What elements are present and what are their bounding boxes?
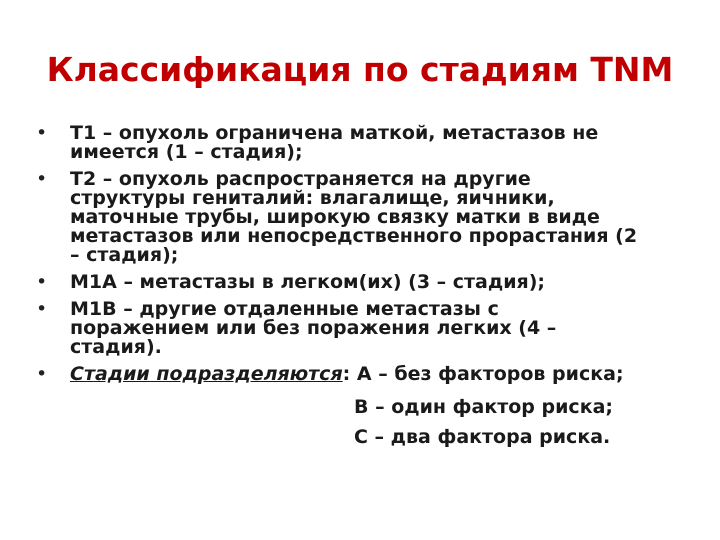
stage-options xyxy=(354,392,613,452)
list-item-line: поражением или без поражения легких (4 – xyxy=(70,317,557,339)
bullet-icon: • xyxy=(36,363,48,385)
list-item-line: T2 – опухоль распространяется на другие xyxy=(70,168,531,190)
slide-title: Классификация по стадиям TNM xyxy=(46,50,674,89)
bullet-icon: • xyxy=(36,168,48,190)
stages-line xyxy=(70,365,696,384)
stage-option-a: A – без факторов риска; xyxy=(350,363,624,385)
bullet-icon: • xyxy=(36,271,48,293)
list-item xyxy=(36,300,696,357)
list-item-line: имеется (1 – стадия); xyxy=(70,141,303,163)
list-item-line: маточные трубы, широкую связку матки в виде xyxy=(70,206,600,228)
list-item-line: T1 – опухоль ограничена маткой, метастазов не xyxy=(70,122,599,144)
bullet-icon: • xyxy=(36,298,48,320)
stages-colon: : xyxy=(342,363,351,385)
list-item-line: структуры гениталий: влагалище, яичники, xyxy=(70,187,555,209)
list-item xyxy=(36,170,696,265)
stage-option-b: B – один фактор риска; xyxy=(354,396,614,418)
list-item-line: M1B – другие отдаленные метастазы с xyxy=(70,298,499,320)
list-item-line: метастазов или непосредственного прорастания (2 xyxy=(70,225,638,247)
list-item-line: – стадия); xyxy=(70,244,179,266)
stages-emphasis: Стадии подразделяются xyxy=(70,363,343,385)
bullet-list xyxy=(36,124,696,392)
list-item xyxy=(36,273,696,292)
bullet-icon: • xyxy=(36,122,48,144)
list-item xyxy=(36,124,696,162)
list-item-line: стадия). xyxy=(70,336,162,358)
list-item-line: M1A – метастазы в легком(их) (3 – стадия); xyxy=(70,271,546,293)
stage-option-c: C – два фактора риска. xyxy=(354,426,611,448)
list-item xyxy=(36,365,696,384)
